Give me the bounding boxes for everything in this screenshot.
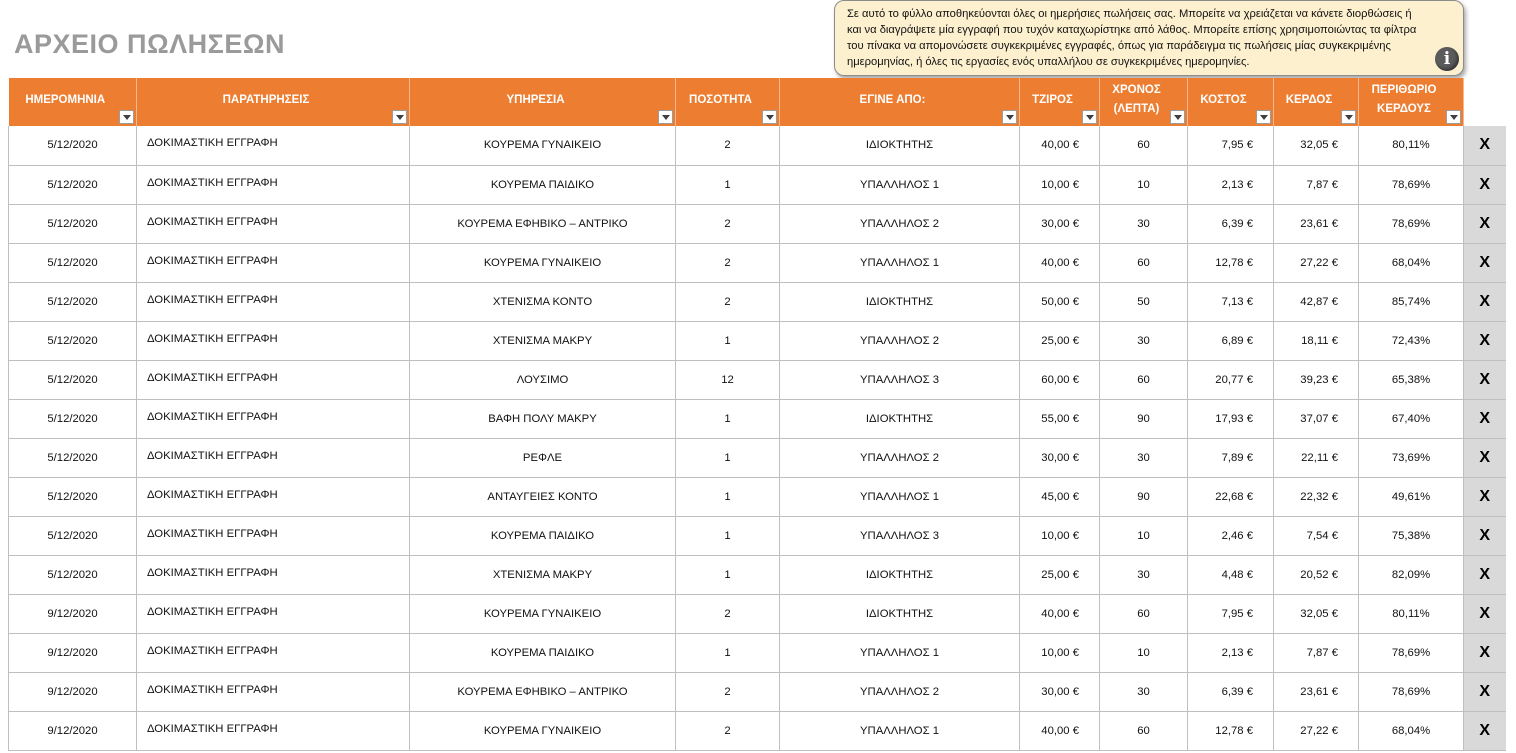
cell-turnover[interactable]: 45,00 € — [1020, 477, 1100, 516]
header-label: ΠΟΣΟΤΗΤΑ — [689, 93, 752, 106]
cell-margin[interactable]: 78,69% — [1359, 204, 1464, 243]
cell-note[interactable]: ΔΟΚΙΜΑΣΤΙΚΗ ΕΓΓΡΑΦΗ — [137, 165, 410, 204]
cell-note[interactable]: ΔΟΚΙΜΑΣΤΙΚΗ ΕΓΓΡΑΦΗ — [137, 282, 410, 321]
cell-time[interactable]: 90 — [1100, 399, 1188, 438]
cell-note[interactable]: ΔΟΚΙΜΑΣΤΙΚΗ ΕΓΓΡΑΦΗ — [137, 711, 410, 750]
cell-margin[interactable]: 85,74% — [1359, 282, 1464, 321]
cell-note[interactable]: ΔΟΚΙΜΑΣΤΙΚΗ ΕΓΓΡΑΦΗ — [137, 399, 410, 438]
delete-row-button[interactable]: X — [1464, 672, 1506, 711]
cell-cost[interactable]: 12,78 € — [1188, 711, 1274, 750]
cell-cost[interactable]: 7,95 € — [1188, 126, 1274, 165]
cell-date[interactable]: 9/12/2020 — [9, 711, 137, 750]
cell-profit[interactable]: 32,05 € — [1274, 126, 1359, 165]
cell-turnover[interactable]: 30,00 € — [1020, 204, 1100, 243]
cell-by[interactable]: ΥΠΑΛΛΗΛΟΣ 3 — [780, 516, 1020, 555]
cell-cost[interactable]: 7,89 € — [1188, 438, 1274, 477]
cell-profit[interactable]: 23,61 € — [1274, 672, 1359, 711]
delete-row-button[interactable]: X — [1464, 555, 1506, 594]
cell-service[interactable]: ΚΟΥΡΕΜΑ ΠΑΙΔΙΚΟ — [410, 633, 676, 672]
cell-by[interactable]: ΙΔΙΟΚΤΗΤΗΣ — [780, 399, 1020, 438]
cell-service[interactable]: ΧΤΕΝΙΣΜΑ ΜΑΚΡΥ — [410, 321, 676, 360]
delete-row-button[interactable]: X — [1464, 243, 1506, 282]
cell-qty[interactable]: 12 — [676, 360, 780, 399]
filter-dropdown-icon[interactable] — [392, 110, 407, 124]
header-label: ΧΡΟΝΟΣ (ΛΕΠΤΑ) — [1112, 84, 1161, 115]
cell-time[interactable]: 10 — [1100, 516, 1188, 555]
cell-time[interactable]: 10 — [1100, 165, 1188, 204]
cell-service[interactable]: ΚΟΥΡΕΜΑ ΕΦΗΒΙΚΟ – ΑΝΤΡΙΚΟ — [410, 204, 676, 243]
header-label: ΠΑΡΑΤΗΡΗΣΕΙΣ — [222, 93, 310, 106]
header-blank — [1464, 78, 1506, 126]
delete-row-button[interactable]: X — [1464, 438, 1506, 477]
cell-profit[interactable]: 27,22 € — [1274, 243, 1359, 282]
cell-margin[interactable]: 80,11% — [1359, 594, 1464, 633]
cell-time[interactable]: 30 — [1100, 204, 1188, 243]
cell-service[interactable]: ΚΟΥΡΕΜΑ ΓΥΝΑΙΚΕΙΟ — [410, 711, 676, 750]
cell-qty[interactable]: 2 — [676, 282, 780, 321]
cell-service[interactable]: ΚΟΥΡΕΜΑ ΕΦΗΒΙΚΟ – ΑΝΤΡΙΚΟ — [410, 672, 676, 711]
cell-cost[interactable]: 6,89 € — [1188, 321, 1274, 360]
cell-by[interactable]: ΙΔΙΟΚΤΗΤΗΣ — [780, 594, 1020, 633]
cell-profit[interactable]: 39,23 € — [1274, 360, 1359, 399]
cell-margin[interactable]: 73,69% — [1359, 438, 1464, 477]
cell-profit[interactable]: 27,22 € — [1274, 711, 1359, 750]
table-row — [9, 204, 1506, 243]
delete-row-button[interactable]: X — [1464, 282, 1506, 321]
cell-qty[interactable]: 1 — [676, 321, 780, 360]
cell-note[interactable]: ΔΟΚΙΜΑΣΤΙΚΗ ΕΓΓΡΑΦΗ — [137, 555, 410, 594]
cell-qty[interactable]: 2 — [676, 243, 780, 282]
cell-note[interactable]: ΔΟΚΙΜΑΣΤΙΚΗ ΕΓΓΡΑΦΗ — [137, 204, 410, 243]
cell-qty[interactable]: 2 — [676, 711, 780, 750]
cell-turnover[interactable]: 10,00 € — [1020, 516, 1100, 555]
cell-turnover[interactable]: 30,00 € — [1020, 438, 1100, 477]
cell-by[interactable]: ΥΠΑΛΛΗΛΟΣ 1 — [780, 165, 1020, 204]
cell-profit[interactable]: 42,87 € — [1274, 282, 1359, 321]
cell-turnover[interactable]: 40,00 € — [1020, 711, 1100, 750]
cell-turnover[interactable]: 50,00 € — [1020, 282, 1100, 321]
cell-qty[interactable]: 1 — [676, 516, 780, 555]
delete-row-button[interactable]: X — [1464, 165, 1506, 204]
cell-note[interactable]: ΔΟΚΙΜΑΣΤΙΚΗ ΕΓΓΡΑΦΗ — [137, 360, 410, 399]
cell-time[interactable]: 60 — [1100, 360, 1188, 399]
cell-qty[interactable]: 1 — [676, 477, 780, 516]
table-row — [9, 243, 1506, 282]
cell-date[interactable]: 9/12/2020 — [9, 672, 137, 711]
cell-time[interactable]: 60 — [1100, 594, 1188, 633]
cell-by[interactable]: ΥΠΑΛΛΗΛΟΣ 2 — [780, 321, 1020, 360]
table-row — [9, 516, 1506, 555]
table-row — [9, 711, 1506, 750]
cell-margin[interactable]: 65,38% — [1359, 360, 1464, 399]
delete-row-button[interactable]: X — [1464, 321, 1506, 360]
header-label: ΚΕΡΔΟΣ — [1285, 93, 1333, 106]
table-row — [9, 360, 1506, 399]
cell-qty[interactable]: 1 — [676, 555, 780, 594]
filter-dropdown-icon[interactable] — [1002, 110, 1017, 124]
cell-cost[interactable]: 7,13 € — [1188, 282, 1274, 321]
cell-margin[interactable]: 78,69% — [1359, 165, 1464, 204]
cell-by[interactable]: ΥΠΑΛΛΗΛΟΣ 2 — [780, 204, 1020, 243]
cell-turnover[interactable]: 60,00 € — [1020, 360, 1100, 399]
cell-note[interactable]: ΔΟΚΙΜΑΣΤΙΚΗ ΕΓΓΡΑΦΗ — [137, 321, 410, 360]
filter-dropdown-icon[interactable] — [1446, 110, 1461, 124]
cell-cost[interactable]: 22,68 € — [1188, 477, 1274, 516]
cell-profit[interactable]: 7,87 € — [1274, 165, 1359, 204]
table-row — [9, 321, 1506, 360]
cell-time[interactable]: 90 — [1100, 477, 1188, 516]
table-row — [9, 126, 1506, 165]
table-row — [9, 477, 1506, 516]
cell-profit[interactable]: 37,07 € — [1274, 399, 1359, 438]
table-row — [9, 282, 1506, 321]
cell-date[interactable]: 9/12/2020 — [9, 594, 137, 633]
filter-dropdown-icon[interactable] — [119, 110, 134, 124]
header-label: ΕΓΙΝΕ ΑΠΟ: — [859, 93, 926, 106]
cell-date[interactable]: 5/12/2020 — [9, 477, 137, 516]
cell-by[interactable]: ΥΠΑΛΛΗΛΟΣ 2 — [780, 672, 1020, 711]
cell-margin[interactable]: 78,69% — [1359, 633, 1464, 672]
cell-turnover[interactable]: 40,00 € — [1020, 126, 1100, 165]
cell-service[interactable]: ΚΟΥΡΕΜΑ ΓΥΝΑΙΚΕΙΟ — [410, 243, 676, 282]
cell-margin[interactable]: 68,04% — [1359, 243, 1464, 282]
header-note — [137, 78, 410, 126]
cell-date[interactable]: 5/12/2020 — [9, 165, 137, 204]
cell-by[interactable]: ΥΠΑΛΛΗΛΟΣ 2 — [780, 438, 1020, 477]
delete-row-button[interactable]: X — [1464, 711, 1506, 750]
header-label: ΥΠΗΡΕΣΙΑ — [506, 93, 565, 106]
header-by — [780, 78, 1020, 126]
table-body — [9, 126, 1506, 750]
cell-time[interactable]: 60 — [1100, 243, 1188, 282]
cell-by[interactable]: ΙΔΙΟΚΤΗΤΗΣ — [780, 555, 1020, 594]
cell-service[interactable]: ΒΑΦΗ ΠΟΛΥ ΜΑΚΡΥ — [410, 399, 676, 438]
cell-qty[interactable]: 1 — [676, 399, 780, 438]
cell-margin[interactable]: 82,09% — [1359, 555, 1464, 594]
cell-service[interactable]: ΚΟΥΡΕΜΑ ΠΑΙΔΙΚΟ — [410, 165, 676, 204]
header-date — [9, 78, 137, 126]
cell-date[interactable]: 5/12/2020 — [9, 399, 137, 438]
cell-note[interactable]: ΔΟΚΙΜΑΣΤΙΚΗ ΕΓΓΡΑΦΗ — [137, 633, 410, 672]
cell-qty[interactable]: 1 — [676, 165, 780, 204]
header-time — [1100, 78, 1188, 126]
cell-cost[interactable]: 6,39 € — [1188, 204, 1274, 243]
cell-cost[interactable]: 2,13 € — [1188, 165, 1274, 204]
cell-margin[interactable]: 78,69% — [1359, 672, 1464, 711]
cell-note[interactable]: ΔΟΚΙΜΑΣΤΙΚΗ ΕΓΓΡΑΦΗ — [137, 477, 410, 516]
cell-turnover[interactable]: 10,00 € — [1020, 633, 1100, 672]
cell-profit[interactable]: 7,87 € — [1274, 633, 1359, 672]
table-row — [9, 438, 1506, 477]
cell-by[interactable]: ΥΠΑΛΛΗΛΟΣ 1 — [780, 711, 1020, 750]
cell-service[interactable]: ΚΟΥΡΕΜΑ ΓΥΝΑΙΚΕΙΟ — [410, 126, 676, 165]
cell-turnover[interactable]: 40,00 € — [1020, 594, 1100, 633]
cell-service[interactable]: ΚΟΥΡΕΜΑ ΓΥΝΑΙΚΕΙΟ — [410, 594, 676, 633]
cell-margin[interactable]: 67,40% — [1359, 399, 1464, 438]
delete-row-button[interactable]: X — [1464, 126, 1506, 165]
cell-turnover[interactable]: 10,00 € — [1020, 165, 1100, 204]
cell-date[interactable]: 5/12/2020 — [9, 438, 137, 477]
cell-cost[interactable]: 12,78 € — [1188, 243, 1274, 282]
header-qty — [676, 78, 780, 126]
cell-service[interactable]: ΧΤΕΝΙΣΜΑ ΜΑΚΡΥ — [410, 555, 676, 594]
cell-profit[interactable]: 23,61 € — [1274, 204, 1359, 243]
cell-cost[interactable]: 7,95 € — [1188, 594, 1274, 633]
cell-note[interactable]: ΔΟΚΙΜΑΣΤΙΚΗ ΕΓΓΡΑΦΗ — [137, 594, 410, 633]
cell-by[interactable]: ΥΠΑΛΛΗΛΟΣ 1 — [780, 633, 1020, 672]
cell-note[interactable]: ΔΟΚΙΜΑΣΤΙΚΗ ΕΓΓΡΑΦΗ — [137, 243, 410, 282]
filter-dropdown-icon[interactable] — [1256, 110, 1271, 124]
cell-date[interactable]: 5/12/2020 — [9, 126, 137, 165]
cell-qty[interactable]: 2 — [676, 204, 780, 243]
delete-row-button[interactable]: X — [1464, 399, 1506, 438]
cell-time[interactable]: 50 — [1100, 282, 1188, 321]
cell-by[interactable]: ΥΠΑΛΛΗΛΟΣ 1 — [780, 477, 1020, 516]
delete-row-button[interactable]: X — [1464, 477, 1506, 516]
cell-qty[interactable]: 2 — [676, 594, 780, 633]
cell-profit[interactable]: 18,11 € — [1274, 321, 1359, 360]
table-row — [9, 399, 1506, 438]
table-row — [9, 633, 1506, 672]
cell-turnover[interactable]: 30,00 € — [1020, 672, 1100, 711]
cell-profit[interactable]: 22,32 € — [1274, 477, 1359, 516]
header-service — [410, 78, 676, 126]
cell-note[interactable]: ΔΟΚΙΜΑΣΤΙΚΗ ΕΓΓΡΑΦΗ — [137, 516, 410, 555]
cell-date[interactable]: 5/12/2020 — [9, 321, 137, 360]
cell-service[interactable]: ΛΟΥΣΙΜΟ — [410, 360, 676, 399]
cell-turnover[interactable]: 25,00 € — [1020, 321, 1100, 360]
cell-margin[interactable]: 72,43% — [1359, 321, 1464, 360]
cell-time[interactable]: 10 — [1100, 633, 1188, 672]
cell-qty[interactable]: 1 — [676, 633, 780, 672]
cell-profit[interactable]: 7,54 € — [1274, 516, 1359, 555]
cell-time[interactable]: 30 — [1100, 672, 1188, 711]
cell-turnover[interactable]: 55,00 € — [1020, 399, 1100, 438]
filter-dropdown-icon[interactable] — [762, 110, 777, 124]
cell-service[interactable]: ΚΟΥΡΕΜΑ ΠΑΙΔΙΚΟ — [410, 516, 676, 555]
cell-date[interactable]: 5/12/2020 — [9, 360, 137, 399]
cell-time[interactable]: 30 — [1100, 438, 1188, 477]
cell-cost[interactable]: 17,93 € — [1188, 399, 1274, 438]
cell-qty[interactable]: 1 — [676, 438, 780, 477]
cell-service[interactable]: ΡΕΦΛΕ — [410, 438, 676, 477]
header-row — [9, 78, 1506, 126]
cell-cost[interactable]: 20,77 € — [1188, 360, 1274, 399]
delete-row-button[interactable]: X — [1464, 516, 1506, 555]
cell-cost[interactable]: 6,39 € — [1188, 672, 1274, 711]
delete-row-button[interactable]: X — [1464, 360, 1506, 399]
cell-by[interactable]: ΙΔΙΟΚΤΗΤΗΣ — [780, 126, 1020, 165]
table-row — [9, 594, 1506, 633]
cell-note[interactable]: ΔΟΚΙΜΑΣΤΙΚΗ ΕΓΓΡΑΦΗ — [137, 672, 410, 711]
cell-service[interactable]: ΧΤΕΝΙΣΜΑ ΚΟΝΤΟ — [410, 282, 676, 321]
cell-by[interactable]: ΥΠΑΛΛΗΛΟΣ 1 — [780, 243, 1020, 282]
cell-time[interactable]: 30 — [1100, 555, 1188, 594]
cell-note[interactable]: ΔΟΚΙΜΑΣΤΙΚΗ ΕΓΓΡΑΦΗ — [137, 126, 410, 165]
cell-margin[interactable]: 80,11% — [1359, 126, 1464, 165]
cell-qty[interactable]: 2 — [676, 126, 780, 165]
cell-margin[interactable]: 49,61% — [1359, 477, 1464, 516]
cell-date[interactable]: 9/12/2020 — [9, 633, 137, 672]
header-label: ΠΕΡΙΘΩΡΙΟ ΚΕΡΔΟΥΣ — [1371, 84, 1437, 115]
cell-profit[interactable]: 32,05 € — [1274, 594, 1359, 633]
header-margin — [1359, 78, 1464, 126]
cell-date[interactable]: 5/12/2020 — [9, 516, 137, 555]
filter-dropdown-icon[interactable] — [1341, 110, 1356, 124]
cell-turnover[interactable]: 25,00 € — [1020, 555, 1100, 594]
info-comment-box — [834, 0, 1464, 76]
cell-profit[interactable]: 22,11 € — [1274, 438, 1359, 477]
cell-by[interactable]: ΙΔΙΟΚΤΗΤΗΣ — [780, 282, 1020, 321]
header-label: ΚΟΣΤΟΣ — [1200, 93, 1247, 106]
header-label: ΗΜΕΡΟΜΗΝΙΑ — [25, 93, 106, 106]
cell-time[interactable]: 60 — [1100, 711, 1188, 750]
cell-profit[interactable]: 20,52 € — [1274, 555, 1359, 594]
header-cost — [1188, 78, 1274, 126]
cell-date[interactable]: 5/12/2020 — [9, 243, 137, 282]
delete-row-button[interactable]: X — [1464, 204, 1506, 243]
delete-row-button[interactable]: X — [1464, 633, 1506, 672]
table-row — [9, 555, 1506, 594]
cell-cost[interactable]: 4,48 € — [1188, 555, 1274, 594]
info-icon[interactable]: i — [1435, 47, 1459, 71]
delete-row-button[interactable]: X — [1464, 594, 1506, 633]
cell-by[interactable]: ΥΠΑΛΛΗΛΟΣ 3 — [780, 360, 1020, 399]
cell-turnover[interactable]: 40,00 € — [1020, 243, 1100, 282]
filter-dropdown-icon[interactable] — [658, 110, 673, 124]
header-turnover — [1020, 78, 1100, 126]
cell-time[interactable]: 30 — [1100, 321, 1188, 360]
cell-cost[interactable]: 2,13 € — [1188, 633, 1274, 672]
table-row — [9, 672, 1506, 711]
cell-service[interactable]: ΑΝΤΑΥΓΕΙΕΣ ΚΟΝΤΟ — [410, 477, 676, 516]
cell-note[interactable]: ΔΟΚΙΜΑΣΤΙΚΗ ΕΓΓΡΑΦΗ — [137, 438, 410, 477]
cell-date[interactable]: 5/12/2020 — [9, 282, 137, 321]
cell-qty[interactable]: 2 — [676, 672, 780, 711]
cell-cost[interactable]: 2,46 € — [1188, 516, 1274, 555]
header-profit — [1274, 78, 1359, 126]
header-label: ΤΖΙΡΟΣ — [1032, 93, 1073, 106]
filter-dropdown-icon[interactable] — [1082, 110, 1097, 124]
filter-dropdown-icon[interactable] — [1170, 110, 1185, 124]
sales-table — [8, 78, 1506, 751]
info-text: Σε αυτό το φύλλο αποθηκεύονται όλες οι ημερήσιες πωλήσεις σας. Μπορείτε να χρειάζεται να κάνετε διορθώσεις ή και να διαγράψετε μία εγγραφή που τυχόν καταχωρίστηκε από λάθος. Μπορείτε επίσης χρησιμοποιώντας τα φίλτρα του πίνακα να απομονώσετε συγκεκριμένες εγγραφές, όπως για παράδειγμα τις πωλήσεις μίας συγκεκριμένης ημερομηνίας, ή όλες τις εργασίες ενός υπαλλήλου σε συγκεκριμένες ημερομηνίες. — [847, 8, 1417, 68]
cell-margin[interactable]: 68,04% — [1359, 711, 1464, 750]
cell-date[interactable]: 5/12/2020 — [9, 555, 137, 594]
cell-margin[interactable]: 75,38% — [1359, 516, 1464, 555]
table-row — [9, 165, 1506, 204]
cell-date[interactable]: 5/12/2020 — [9, 204, 137, 243]
sheet-title: ΑΡΧΕΙΟ ΠΩΛΗΣΕΩΝ — [14, 29, 286, 59]
cell-time[interactable]: 60 — [1100, 126, 1188, 165]
